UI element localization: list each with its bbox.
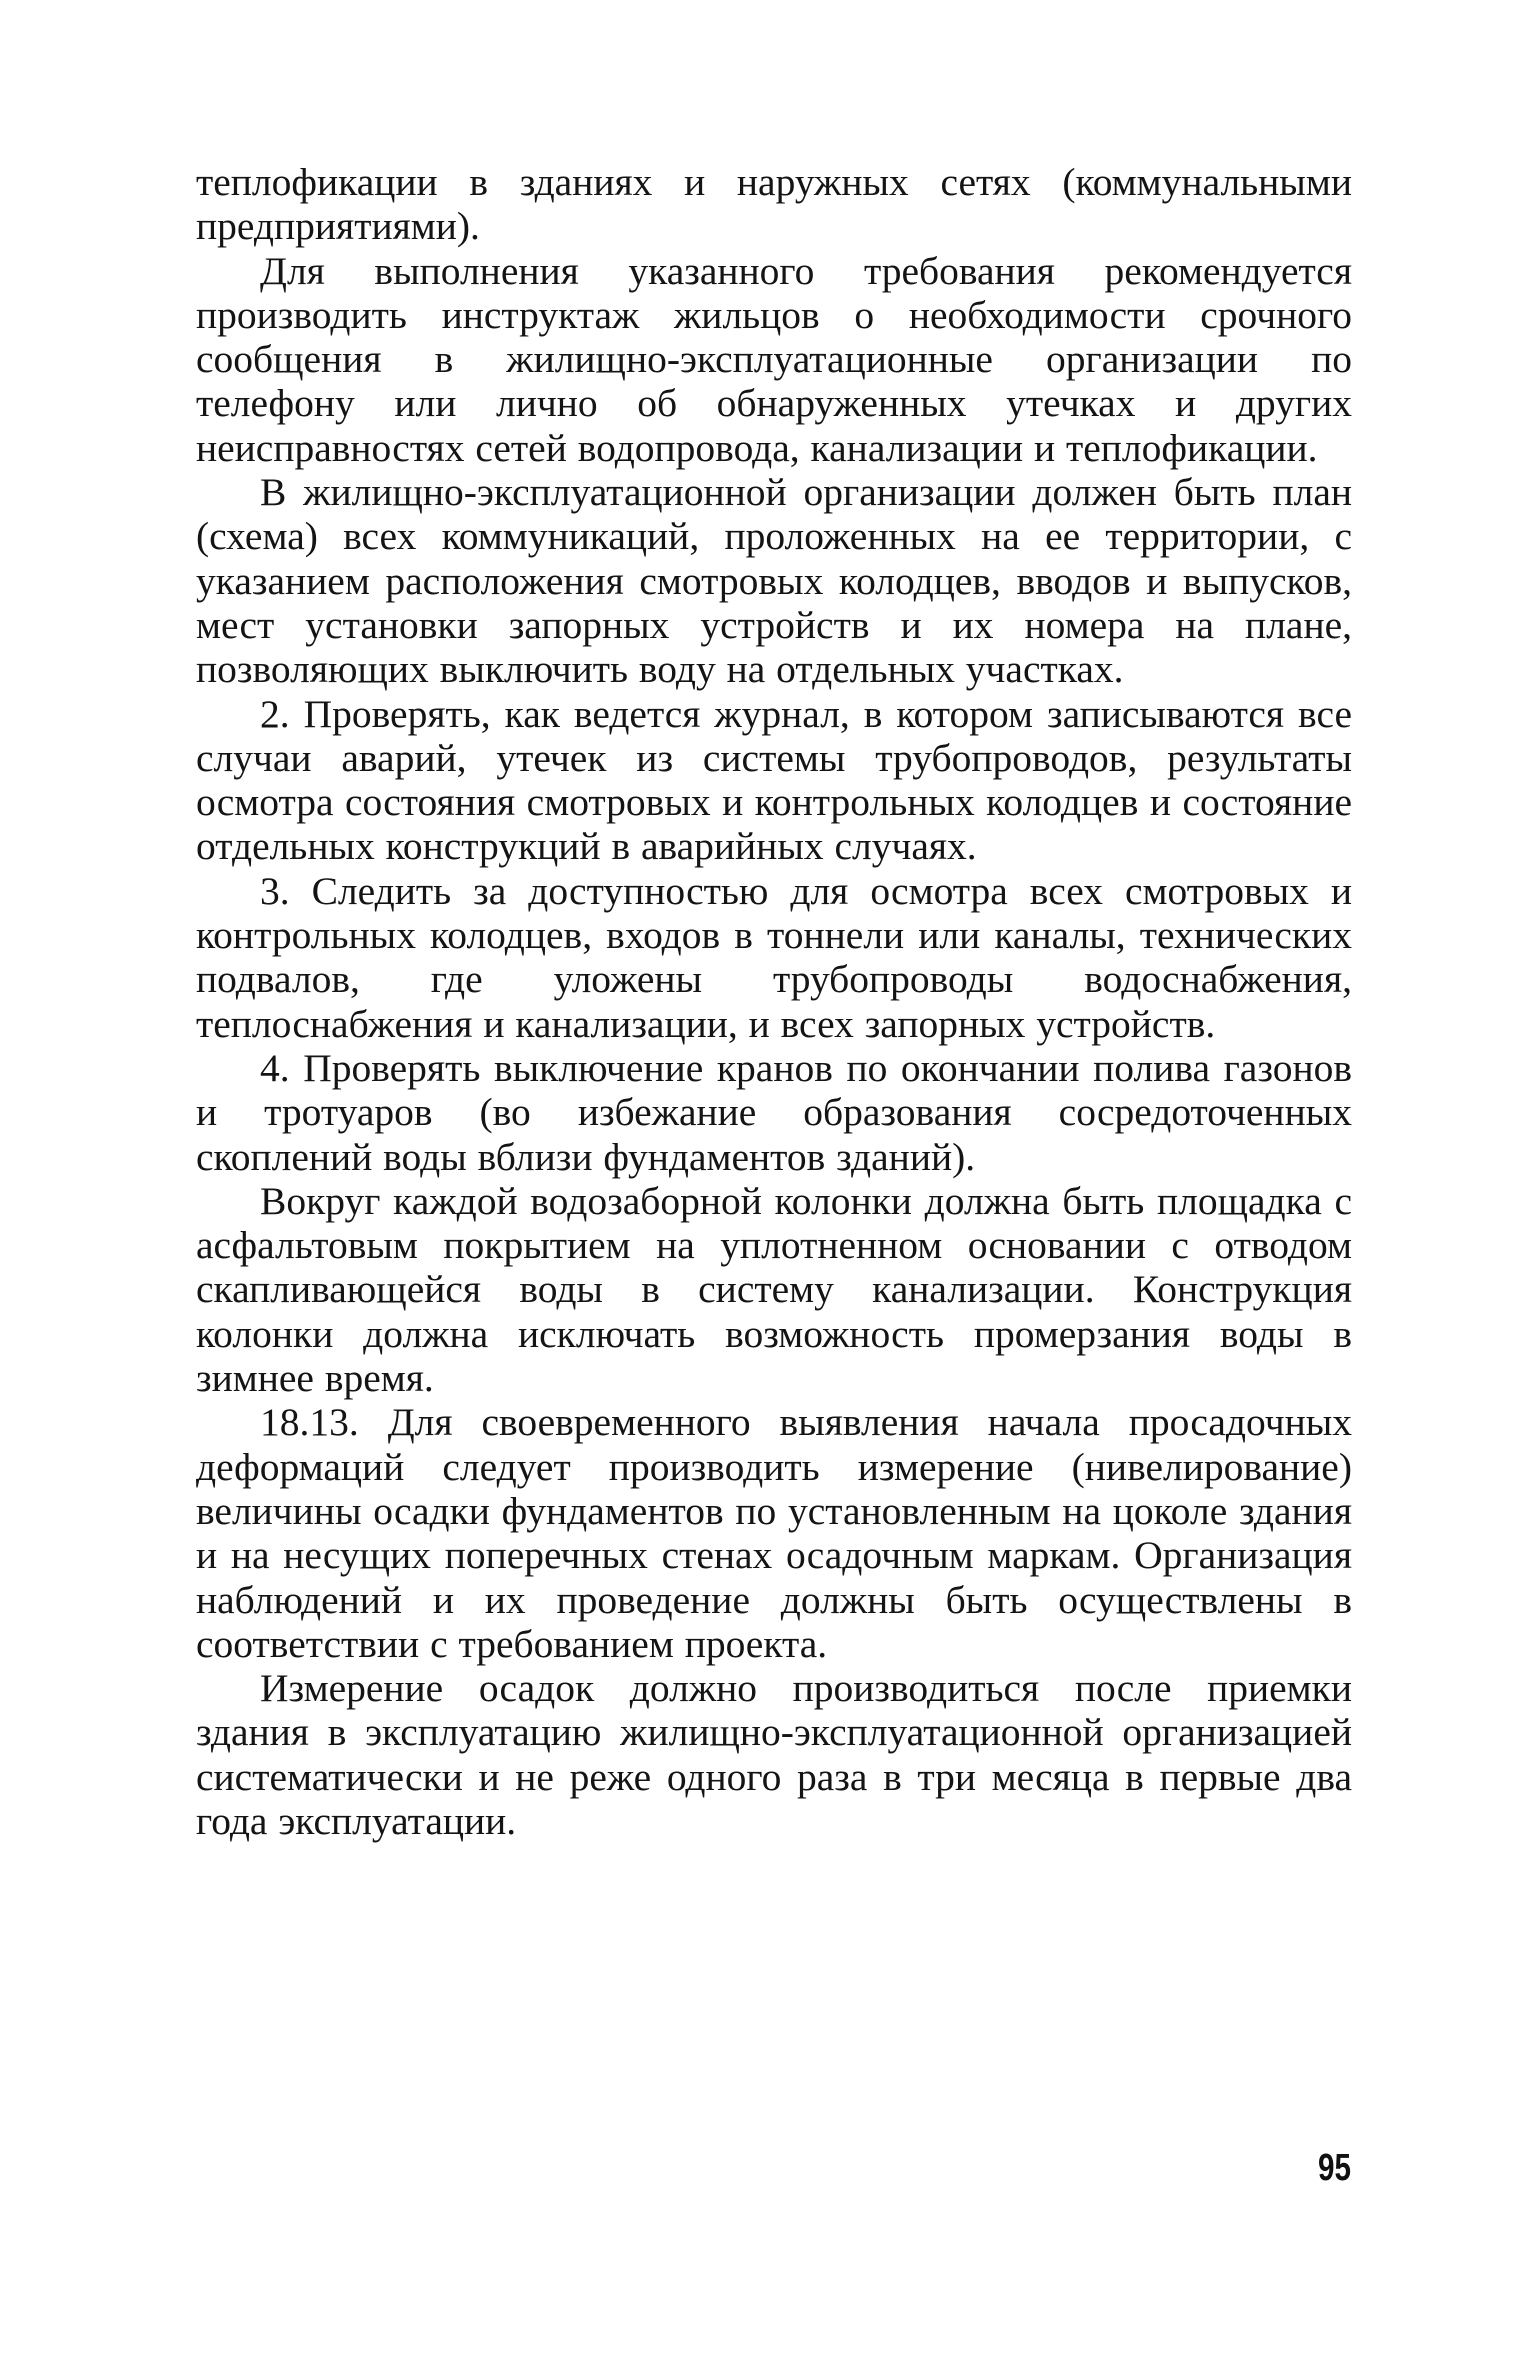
paragraph-5: 3. Следить за доступностью для осмотра всех смотровых и контрольных колодцев, входов в тоннели или каналы, технических подвалов, где уложены трубопроводы водоснабжения, теплоснабжения и канализации, и всех запорных устройств. bbox=[196, 868, 1352, 1046]
paragraph-4: 2. Проверять, как ведется журнал, в котором записываются все случаи аварий, утечек из системы трубопроводов, результаты осмотра состояния смотровых и контрольных колодцев и состояние отдельных конструкций в аварийных случаях. bbox=[196, 691, 1352, 869]
paragraph-8: 18.13. Для своевременного выявления начала просадочных деформаций следует производить измерение (нивелирование) величины осадки фундаментов по установленным на цоколе здания и на несущих поперечных стенах осадочным маркам. Организация наблюдений и их проведение должны быть осуществлены в соответствии с требованием проекта. bbox=[196, 1400, 1352, 1666]
paragraph-6: 4. Проверять выключение кранов по окончании полива газонов и тротуаров (во избежание образования сосредоточенных скоплений воды вблизи фундаментов зданий). bbox=[196, 1045, 1352, 1179]
page-body bbox=[196, 160, 1352, 1843]
paragraph-1: теплофикации в зданиях и наружных сетях (коммунальными предприятиями). bbox=[196, 160, 1352, 249]
page-number: 95 bbox=[1318, 2147, 1351, 2189]
paragraph-3: В жилищно-эксплуатационной организации должен быть план (схема) всех коммуникаций, проложенных на ее территории, с указанием расположения смотровых колодцев, вводов и выпусков, мест установки запорных устройств и их номера на плане, позволяющих выключить воду на отдельных участках. bbox=[196, 470, 1352, 692]
paragraph-9: Измерение осадок должно производиться после приемки здания в эксплуатацию жилищно-эксплуатационной организацией систематически и не реже одного раза в три месяца в первые два года эксплуатации. bbox=[196, 1666, 1352, 1843]
paragraph-2: Для выполнения указанного требования рекомендуется производить инструктаж жильцов о необходимости срочного сообщения в жилищно-эксплуатационные организации по телефону или лично об обнаруженных утечках и других неисправностях сетей водопровода, канализации и теплофикации. bbox=[196, 248, 1352, 470]
paragraph-7: Вокруг каждой водозаборной колонки должна быть площадка с асфальтовым покрытием на уплотненном основании с отводом скапливающейся воды в систему канализации. Конструкция колонки должна исключать возможность промерзания воды в зимнее время. bbox=[196, 1178, 1352, 1401]
